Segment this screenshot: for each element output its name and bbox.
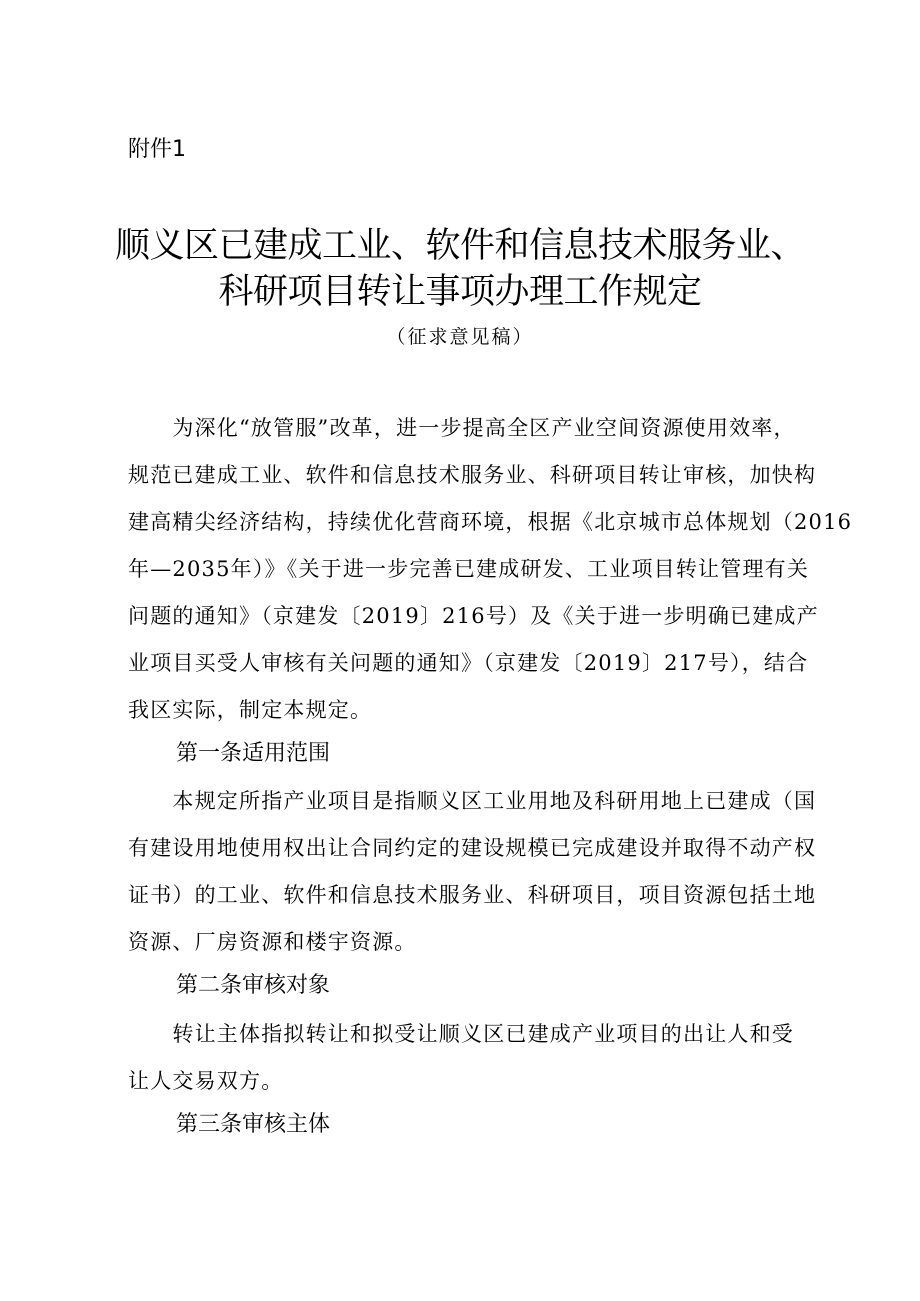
intro-line: 年—2035年）》《关于进一步完善已建成研发、工业项目转让管理有关 [128,557,810,581]
article-3-heading: 第三条审核主体 [176,1112,331,1137]
article-2-heading: 第二条审核对象 [176,973,331,998]
draft-subtitle: （征求意见稿） [386,326,534,348]
intro-line: 为深化“放管服”改革，进一步提高全区产业空间资源使用效率， [128,416,796,440]
intro-line: 问题的通知》（京建发〔2019〕216号）及《关于进一步明确已建成产 [128,604,819,628]
article-1-line: 本规定所指产业项目是指顺义区工业用地及科研用地上已建成（国 [128,789,817,813]
article-2-line: 让人交易双方。 [128,1069,284,1093]
intro-line: 业项目买受人审核有关问题的通知》（京建发〔2019〕217号），结合 [128,651,809,675]
article-1-heading: 第一条适用范围 [176,741,331,766]
article-2-line: 转让主体指拟转让和拟受让顺义区已建成产业项目的出让人和受 [128,1022,794,1046]
attachment-label: 附件1 [128,137,186,162]
intro-line: 我区实际，制定本规定。 [128,698,373,722]
article-1-line: 资源、厂房资源和楼宇资源。 [128,930,417,954]
intro-line: 建高精尖经济结构，持续优化营商环境，根据《北京城市总体规划（2016 [128,510,853,534]
document-title-line-2: 科研项目转让事项办理工作规定 [218,272,702,312]
intro-line: 规范已建成工业、软件和信息技术服务业、科研项目转让审核，加快构 [128,463,817,487]
article-1-line: 证书）的工业、软件和信息技术服务业、科研项目，项目资源包括土地 [128,883,817,907]
document-title-line-1: 顺义区已建成工业、软件和信息技术服务业、 [114,226,805,266]
article-1-line: 有建设用地使用权出让合同约定的建设规模已完成建设并取得不动产权 [128,836,817,860]
